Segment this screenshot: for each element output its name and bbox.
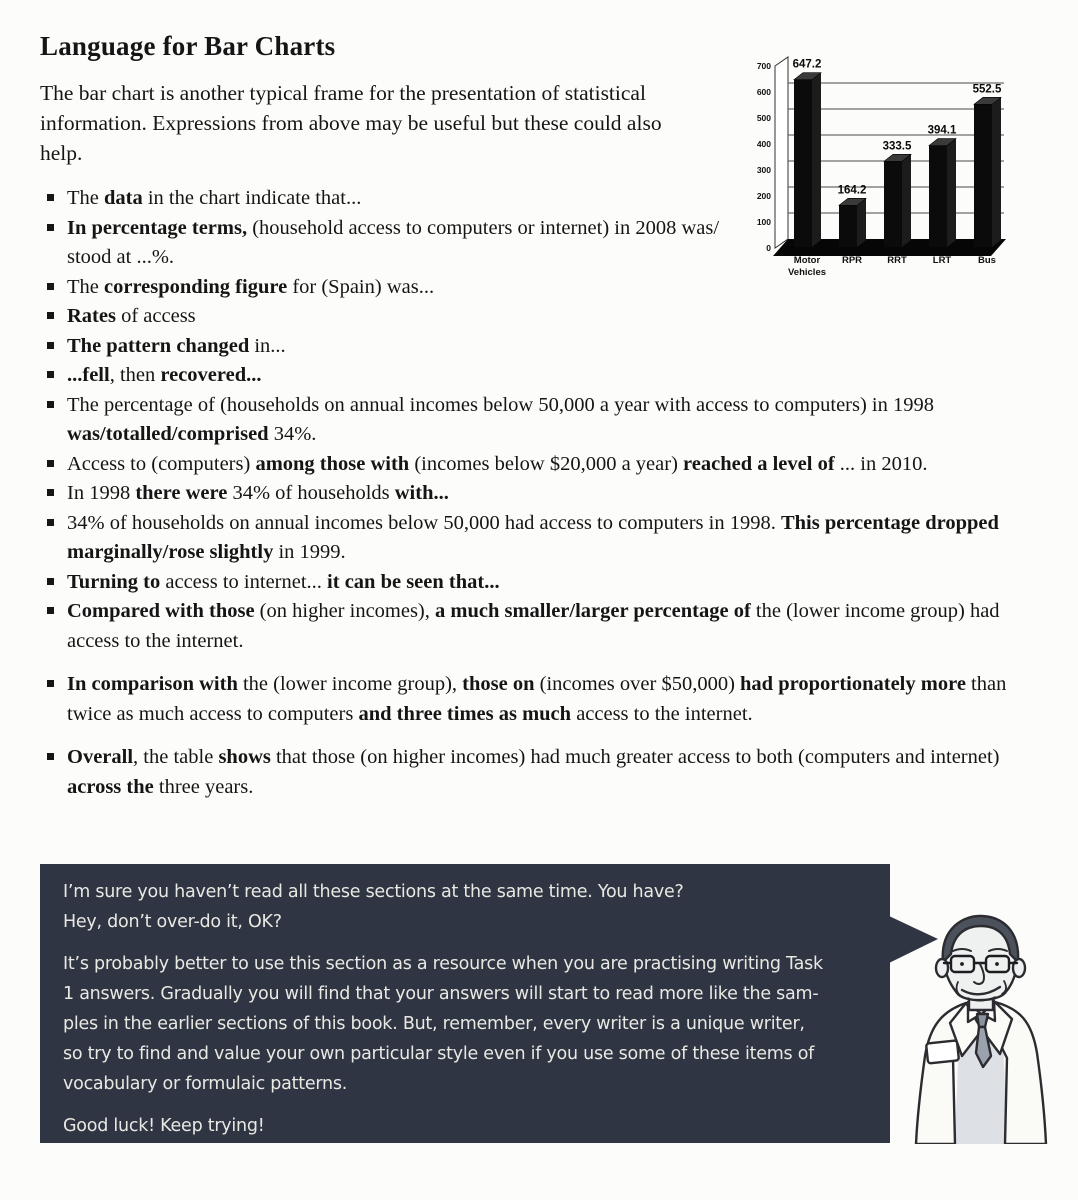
svg-text:LRT: LRT	[932, 255, 952, 266]
bullet-square-icon	[47, 489, 54, 496]
bullet-square-icon	[47, 312, 54, 319]
svg-text:400: 400	[756, 139, 771, 149]
speech-bubble	[40, 864, 890, 1143]
bullet-square-icon	[47, 194, 54, 201]
list-item: The corresponding figure for (Spain) was...	[40, 273, 1040, 303]
svg-text:RRT: RRT	[887, 255, 907, 266]
bubble-line: 1 answers. Gradually you will find that your answers will start to read more like the sam-	[63, 984, 819, 1004]
bubble-line: Hey, don’t over-do it, OK?	[63, 912, 282, 932]
svg-text:600: 600	[756, 87, 771, 97]
svg-text:Bus: Bus	[978, 255, 996, 266]
expressions-list	[40, 184, 1040, 802]
bullet-square-icon	[47, 753, 54, 760]
bullet-square-icon	[47, 371, 54, 378]
bullet-square-icon	[47, 460, 54, 467]
bullet-square-icon	[47, 401, 54, 408]
list-item: Turning to access to internet... it can be seen that...	[40, 568, 1040, 598]
svg-text:RPR: RPR	[841, 255, 863, 266]
svg-text:164.2: 164.2	[837, 184, 867, 197]
list-item: In 1998 there were 34% of households with...	[40, 479, 1040, 509]
svg-text:0: 0	[766, 243, 771, 253]
bullet-square-icon	[47, 283, 54, 290]
bubble-paragraph	[63, 949, 886, 1099]
bubble-line: vocabulary or formulaic patterns.	[63, 1074, 348, 1094]
list-item: The data in the chart indicate that...	[40, 184, 1040, 214]
page-content	[40, 22, 1040, 802]
bubble-line: so try to find and value your own particular style even if you use some of these items of	[63, 1044, 815, 1064]
svg-text:394.1: 394.1	[927, 124, 957, 137]
bullet-square-icon	[47, 578, 54, 585]
list-item: In percentage terms, (household access to computers or internet) in 2008 was/ stood at ...%.	[40, 214, 1040, 273]
list-item: The pattern changed in...	[40, 332, 1040, 362]
list-item: Overall, the table shows that those (on higher incomes) had much greater access to both (computers and internet) across the three years.	[40, 743, 1040, 802]
svg-text:Vehicles: Vehicles	[787, 267, 827, 278]
page-title: Language for Bar Charts	[40, 31, 336, 61]
svg-text:700: 700	[756, 61, 771, 71]
svg-text:300: 300	[756, 165, 771, 175]
list-item: 34% of households on annual incomes below 50,000 had access to computers in 1998. This percentage dropped marginally/rose slightly in 1999.	[40, 509, 1040, 568]
svg-text:200: 200	[756, 191, 771, 201]
bullet-square-icon	[47, 342, 54, 349]
intro-paragraph: The bar chart is another typical frame for the presentation of statistical information. Expressions from above may be useful but these could also help.	[40, 81, 662, 165]
bubble-paragraph	[63, 877, 886, 937]
list-item: The percentage of (households on annual incomes below 50,000 a year with access to computers) in 1998 was/totalled/comprised 34%.	[40, 391, 1040, 450]
bullet-square-icon	[47, 607, 54, 614]
list-item: ...fell, then recovered...	[40, 361, 1040, 391]
list-item: Access to (computers) among those with (incomes below $20,000 a year) reached a level of ... in 2010.	[40, 450, 1040, 480]
list-item: Rates of access	[40, 302, 1040, 332]
bullet-square-icon	[47, 519, 54, 526]
bubble-paragraph	[63, 1111, 886, 1141]
bubble-line: Good luck! Keep trying!	[63, 1116, 265, 1136]
bullet-square-icon	[47, 224, 54, 231]
professor-cartoon-icon	[898, 906, 1060, 1144]
svg-text:333.5: 333.5	[882, 140, 912, 153]
list-item: Compared with those (on higher incomes), a much smaller/larger percentage of the (lower income group) had access to the internet.	[40, 597, 1040, 656]
bullet-square-icon	[47, 680, 54, 687]
svg-text:552.5: 552.5	[972, 83, 1002, 96]
svg-text:647.2: 647.2	[792, 58, 822, 71]
svg-text:500: 500	[756, 113, 771, 123]
bubble-line: It’s probably better to use this section as a resource when you are practising writing Task	[63, 954, 823, 974]
list-item: In comparison with the (lower income group), those on (incomes over $50,000) had proportionately more than twice as much access to computers and three times as much access to the internet.	[40, 670, 1040, 729]
bubble-line: ples in the earlier sections of this book. But, remember, every writer is a unique writer,	[63, 1014, 805, 1034]
bubble-line: I’m sure you haven’t read all these sections at the same time. You have?	[63, 882, 684, 902]
svg-text:100: 100	[756, 217, 771, 227]
svg-text:Motor: Motor	[793, 255, 821, 266]
